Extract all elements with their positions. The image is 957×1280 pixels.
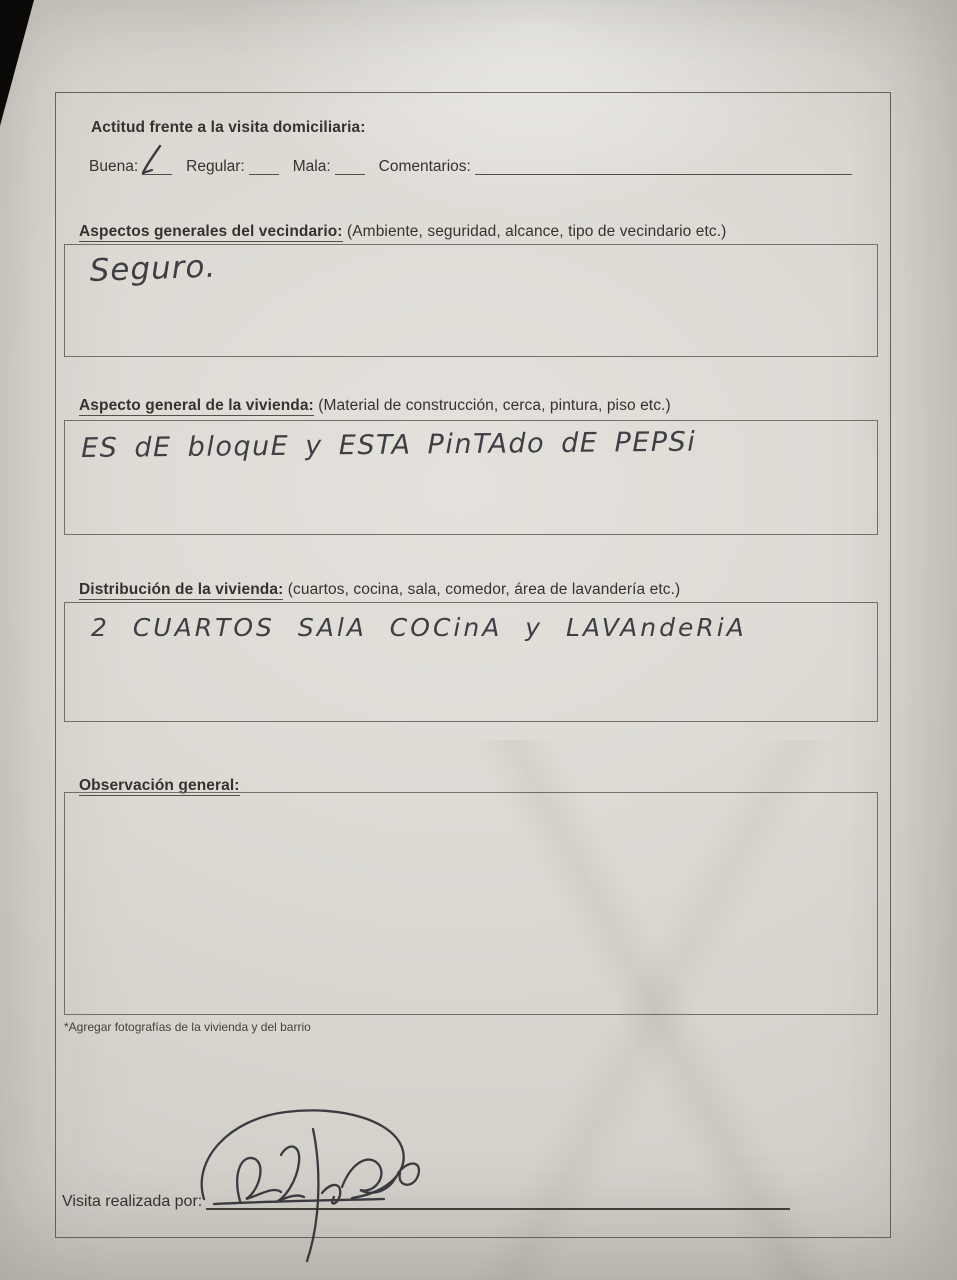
mala-label: Mala: <box>292 158 331 175</box>
section-observacion-title: Observación general: <box>79 777 240 794</box>
attitude-title: Actitud frente a la visita domiciliaria: <box>91 119 366 136</box>
distribucion-handwritten-value: 2 CUARTOS SAlA COCinA y LAVAndeRiA <box>91 613 747 642</box>
section-vivienda-heading <box>79 397 876 415</box>
buena-blank[interactable] <box>142 159 172 175</box>
distribucion-input-box[interactable] <box>64 602 878 722</box>
vecindario-input-box[interactable] <box>64 244 878 357</box>
visited-by-label: Visita realizada por: <box>62 1193 203 1210</box>
section-vecindario-heading <box>79 223 876 241</box>
regular-label: Regular: <box>186 158 245 175</box>
comentarios-blank[interactable] <box>475 159 852 175</box>
signature-scribble <box>184 1101 442 1269</box>
section-distribucion-heading <box>79 581 876 599</box>
vecindario-handwritten-value: Seguro. <box>89 248 217 289</box>
form-border <box>55 92 891 1238</box>
section-vecindario-hint: (Ambiente, seguridad, alcance, tipo de vecindario etc.) <box>346 223 727 240</box>
comentarios-label: Comentarios: <box>378 158 471 175</box>
mala-blank[interactable] <box>335 159 365 175</box>
regular-blank[interactable] <box>249 159 279 175</box>
vivienda-input-box[interactable] <box>64 420 878 535</box>
buena-label: Buena: <box>89 158 139 175</box>
checkmark-icon <box>138 142 166 178</box>
observacion-input-box[interactable] <box>64 792 878 1015</box>
photo-corner-shadow <box>0 0 34 126</box>
section-distribucion-title: Distribución de la vivienda: <box>79 581 284 598</box>
photos-footnote: *Agregar fotografías de la vivienda y del barrio <box>64 1020 311 1034</box>
section-distribucion-hint: (cuartos, cocina, sala, comedor, área de lavandería etc.) <box>287 581 681 598</box>
vivienda-handwritten-value: ES dE bloquE y ESTA PinTAdo dE PEPSi <box>81 426 697 464</box>
section-vivienda-hint: (Material de construcción, cerca, pintura, piso etc.) <box>318 397 671 414</box>
attitude-row <box>89 151 852 177</box>
section-vecindario-title: Aspectos generales del vecindario: <box>79 223 343 240</box>
section-vivienda-title: Aspecto general de la vivienda: <box>79 397 314 414</box>
